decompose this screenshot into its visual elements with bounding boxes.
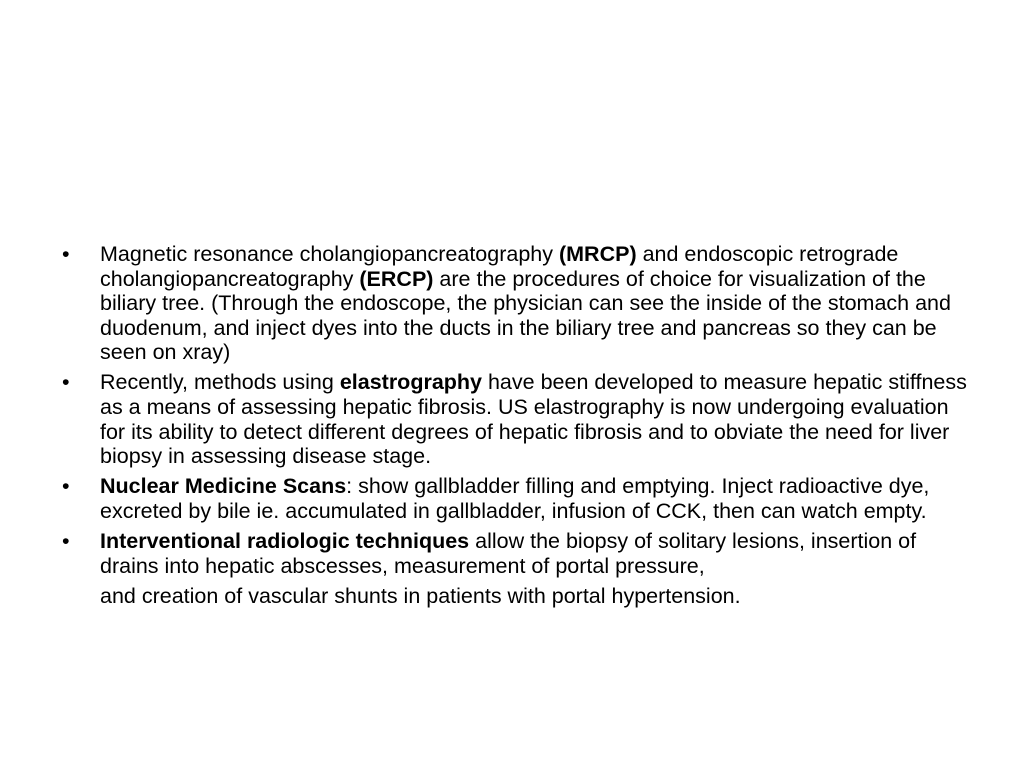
bullet-text: Magnetic resonance cholangiopancreatography <box>100 242 559 266</box>
bullet-text: Recently, methods using <box>100 370 340 395</box>
interventional-radiology-term: Interventional radiologic techniques <box>100 529 470 554</box>
bullet-marker: • <box>62 529 70 554</box>
bullet-text: and endoscopic retrograde cholangiopancreatography <box>100 242 899 291</box>
bullet-item-nuclear-medicine <box>62 474 972 523</box>
mrcp-term: (MRCP) <box>558 242 637 266</box>
bullet-text: : show gallbladder filling and emptying. Inject radioactive dye, excreted by bile ie. accumulated in gallbladder, infusion of CCK, then can watch empty. <box>100 474 930 523</box>
bullet-marker: • <box>62 242 70 266</box>
elastrography-term: elastrography <box>339 370 482 395</box>
bullet-text: allow the biopsy of solitary lesions, insertion of drains into hepatic abscesses, measurement of portal pressure, <box>100 529 917 578</box>
bullet-item-imaging-procedures <box>62 242 972 365</box>
bullet-marker: • <box>62 370 70 395</box>
bullet-marker: • <box>62 474 70 499</box>
bullet-item-elastrography <box>62 370 972 468</box>
bullet-item-interventional-radiology <box>62 529 972 609</box>
bullet-text: have been developed to measure hepatic stiffness as a means of assessing hepatic fibrosis. US elastrography is now undergoing evaluation for its ability to detect different degrees of hepatic fibrosis and to obviate the need for liver biopsy in assessing disease stage. <box>100 370 967 469</box>
ercp-term: (ERCP) <box>359 266 434 291</box>
bullet-list <box>62 242 972 614</box>
bullet-text: are the procedures of choice for visualization of the biliary tree. (Through the endoscope, the physician can see the inside of the stomach and duodenum, and inject dyes into the ducts in the biliary tree and pancreas so they can be seen on xray) <box>100 266 951 365</box>
nuclear-medicine-term: Nuclear Medicine Scans <box>100 474 347 499</box>
bullet-text: and creation of vascular shunts in patients with portal hypertension. <box>100 584 741 609</box>
